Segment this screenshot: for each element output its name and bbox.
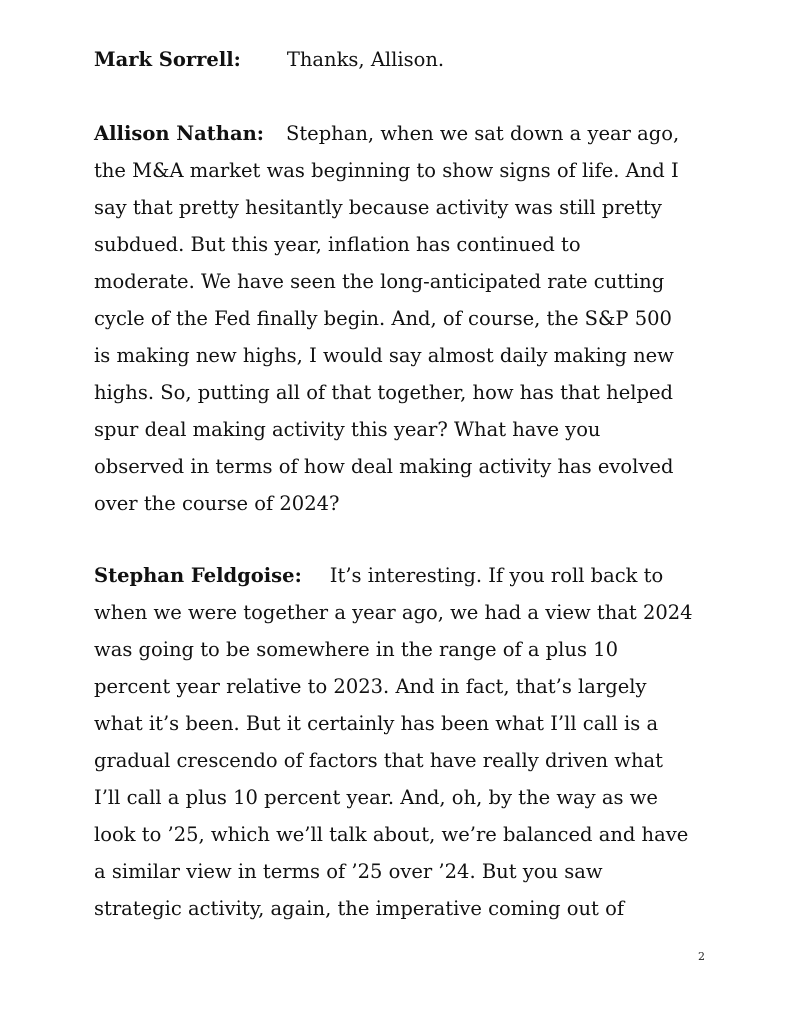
transcript-line: observed in terms of how deal making activity has evolved: [94, 455, 674, 478]
transcript-line: percent year relative to 2023. And in fact, that’s largely: [94, 675, 647, 698]
transcript-line: subdued. But this year, inflation has continued to: [94, 233, 581, 256]
transcript-line: moderate. We have seen the long-anticipated rate cutting: [94, 270, 665, 293]
transcript-line: highs. So, putting all of that together, how has that helped: [94, 381, 674, 404]
transcript-line: I’ll call a plus 10 percent year. And, oh, by the way as we: [94, 786, 658, 809]
transcript-turn-stephan-feldgoise: [94, 557, 734, 927]
transcript-line: [94, 115, 734, 152]
transcript-line: over the course of 2024?: [94, 492, 340, 515]
transcript-line: cycle of the Fed finally begin. And, of course, the S&P 500: [94, 307, 672, 330]
transcript-line: strategic activity, again, the imperative coming out of: [94, 897, 625, 920]
transcript-line: say that pretty hesitantly because activity was still pretty: [94, 196, 662, 219]
transcript-line: gradual crescendo of factors that have really driven what: [94, 749, 664, 772]
transcript-line: is making new highs, I would say almost daily making new: [94, 344, 674, 367]
transcript-line: the M&A market was beginning to show signs of life. And I: [94, 159, 679, 182]
spoken-text: Thanks, Allison.: [286, 48, 445, 71]
transcript-line: spur deal making activity this year? What have you: [94, 418, 601, 441]
speaker-name: Stephan Feldgoise:: [94, 564, 302, 587]
transcript-line: what it’s been. But it certainly has been what I’ll call is a: [94, 712, 659, 735]
transcript-line: look to ’25, which we’ll talk about, we’re balanced and have: [94, 823, 689, 846]
spoken-text: Stephan, when we sat down a year ago,: [285, 122, 680, 145]
transcript-line: a similar view in terms of ’25 over ’24. But you saw: [94, 860, 603, 883]
transcript-turn-mark-sorrell: [94, 41, 734, 78]
page-number: 2: [698, 950, 705, 963]
transcript-turn-allison-nathan: [94, 115, 734, 522]
transcript-line: when we were together a year ago, we had a view that 2024: [94, 601, 693, 624]
transcript-line: was going to be somewhere in the range of a plus 10: [94, 638, 618, 661]
transcript-line: [94, 557, 734, 594]
speaker-name: Allison Nathan:: [94, 122, 264, 145]
transcript-line: [94, 41, 734, 78]
speaker-name: Mark Sorrell:: [94, 48, 241, 71]
spoken-text: It’s interesting. If you roll back to: [329, 564, 664, 587]
